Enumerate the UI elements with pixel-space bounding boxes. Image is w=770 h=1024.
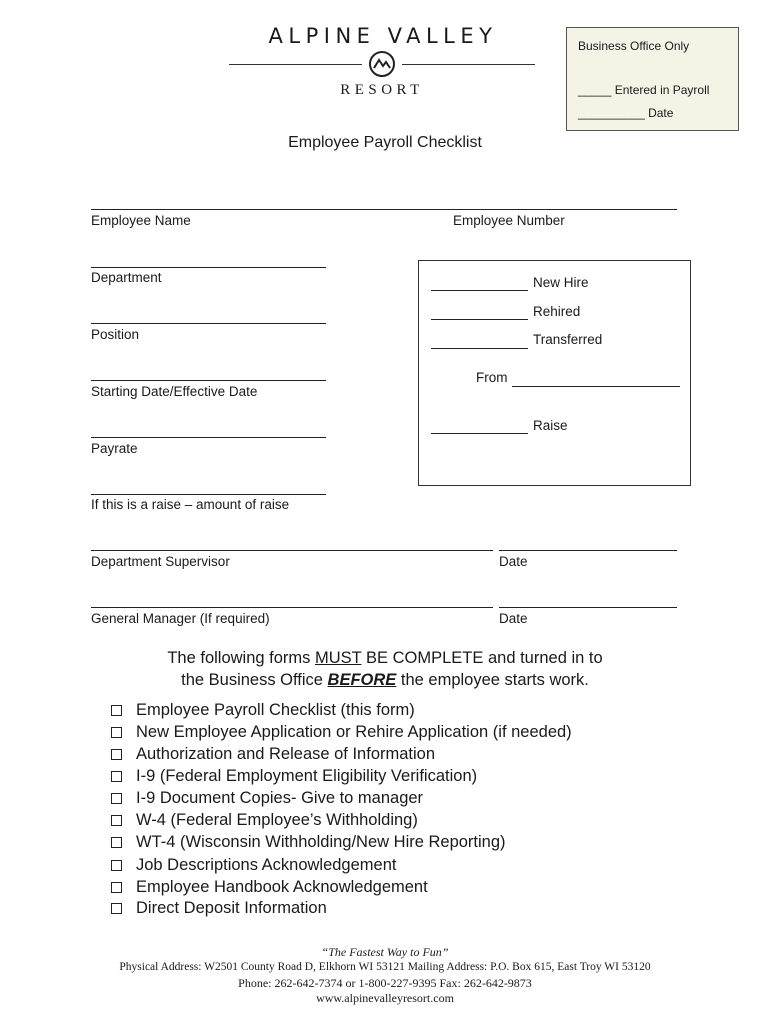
checklist-item-label: I-9 Document Copies- Give to manager	[136, 789, 424, 807]
employee-name-line[interactable]	[91, 209, 677, 210]
checklist-item-label: I-9 (Federal Employment Eligibility Verification)	[136, 767, 478, 785]
checklist-item[interactable]	[111, 789, 423, 808]
notice-line-1	[0, 649, 770, 668]
checklist-item-label: Job Descriptions Acknowledgement	[136, 856, 397, 874]
checkbox-icon[interactable]	[111, 837, 122, 848]
manager-date-label: Date	[499, 611, 528, 626]
checkbox-icon[interactable]	[111, 903, 122, 914]
from-line[interactable]	[512, 386, 680, 387]
checklist-item-label: W-4 (Federal Employee’s Withholding)	[136, 811, 418, 829]
office-date: __________ Date	[578, 106, 674, 120]
payrate-line[interactable]	[91, 437, 326, 438]
employment-status-box	[418, 260, 691, 486]
footer-tagline: “The Fastest Way to Fun”	[321, 945, 449, 959]
manager-date-line[interactable]	[499, 607, 677, 608]
checklist-item[interactable]	[111, 878, 428, 897]
checklist-item-label: Employee Handbook Acknowledgement	[136, 878, 428, 896]
raise-label: Raise	[533, 418, 568, 433]
checkbox-icon[interactable]	[111, 882, 122, 893]
supervisor-line[interactable]	[91, 550, 493, 551]
checklist-item-label: Employee Payroll Checklist (this form)	[136, 701, 415, 719]
position-label: Position	[91, 327, 140, 342]
starting-date-label: Starting Date/Effective Date	[91, 384, 258, 399]
notice-line-2	[0, 671, 770, 690]
notice-line-2-end: the employee starts work.	[396, 671, 589, 689]
checklist-item[interactable]	[111, 856, 396, 875]
transferred-label: Transferred	[533, 332, 603, 347]
footer-phone: Phone: 262-642-7374 or 1-800-227-9395 Fax: 262-642-9873	[238, 976, 532, 990]
supervisor-date-line[interactable]	[499, 550, 677, 551]
employee-name-label: Employee Name	[91, 213, 191, 228]
notice-before: BEFORE	[327, 671, 397, 689]
checklist-item[interactable]	[111, 833, 506, 852]
mountain-emblem-icon	[368, 50, 396, 78]
checkbox-icon[interactable]	[111, 860, 122, 871]
rehired-label: Rehired	[533, 304, 581, 319]
from-label: From	[476, 370, 508, 385]
checklist-item[interactable]	[111, 723, 572, 742]
department-label: Department	[91, 270, 162, 285]
checkbox-icon[interactable]	[111, 815, 122, 826]
checklist-item-label: Authorization and Release of Information	[136, 745, 436, 763]
checkbox-icon[interactable]	[111, 727, 122, 738]
position-line[interactable]	[91, 323, 326, 324]
supervisor-label: Department Supervisor	[91, 554, 230, 569]
office-heading: Business Office Only	[578, 39, 690, 53]
checklist-item[interactable]	[111, 701, 415, 720]
new-hire-label: New Hire	[533, 275, 589, 290]
department-line[interactable]	[91, 267, 326, 268]
notice-line-2-start: the Business Office	[181, 671, 328, 689]
checkbox-icon[interactable]	[111, 749, 122, 760]
logo-rule-left	[229, 64, 362, 65]
checklist-item[interactable]	[111, 811, 418, 830]
manager-line[interactable]	[91, 607, 493, 608]
logo-subtitle: RESORT	[340, 82, 424, 98]
manager-label: General Manager (If required)	[91, 611, 270, 626]
new-hire-line[interactable]	[431, 290, 528, 291]
footer-address: Physical Address: W2501 County Road D, Elkhorn WI 53121 Mailing Address: P.O. Box 615, East Troy WI 53120	[119, 961, 651, 973]
payrate-label: Payrate	[91, 441, 138, 456]
transferred-line[interactable]	[431, 348, 528, 349]
checkbox-icon[interactable]	[111, 771, 122, 782]
supervisor-date-label: Date	[499, 554, 528, 569]
raise-amount-line[interactable]	[91, 494, 326, 495]
checklist-item[interactable]	[111, 745, 435, 764]
checklist-item-label: New Employee Application or Rehire Application (if needed)	[136, 723, 572, 741]
raise-line[interactable]	[431, 433, 528, 434]
business-office-box	[566, 27, 739, 131]
employee-number-label: Employee Number	[453, 213, 565, 228]
form-title: Employee Payroll Checklist	[288, 134, 482, 151]
footer-website[interactable]: www.alpinevalleyresort.com	[316, 991, 454, 1005]
logo-rule-right	[402, 64, 535, 65]
checklist-item[interactable]	[111, 767, 477, 786]
notice-line-1-end: BE COMPLETE and turned in to	[361, 649, 603, 667]
checklist-item[interactable]	[111, 899, 327, 918]
checklist-item-label: WT-4 (Wisconsin Withholding/New Hire Reporting)	[136, 833, 506, 851]
checkbox-icon[interactable]	[111, 705, 122, 716]
checkbox-icon[interactable]	[111, 793, 122, 804]
logo-title: ALPINE VALLEY	[268, 24, 498, 48]
checklist-item-label: Direct Deposit Information	[136, 899, 327, 917]
notice-must: MUST	[314, 649, 362, 667]
rehired-line[interactable]	[431, 319, 528, 320]
starting-date-line[interactable]	[91, 380, 326, 381]
raise-amount-label: If this is a raise – amount of raise	[91, 497, 290, 512]
entered-in-payroll: _____ Entered in Payroll	[578, 83, 710, 97]
notice-line-1-start: The following forms	[167, 649, 315, 667]
